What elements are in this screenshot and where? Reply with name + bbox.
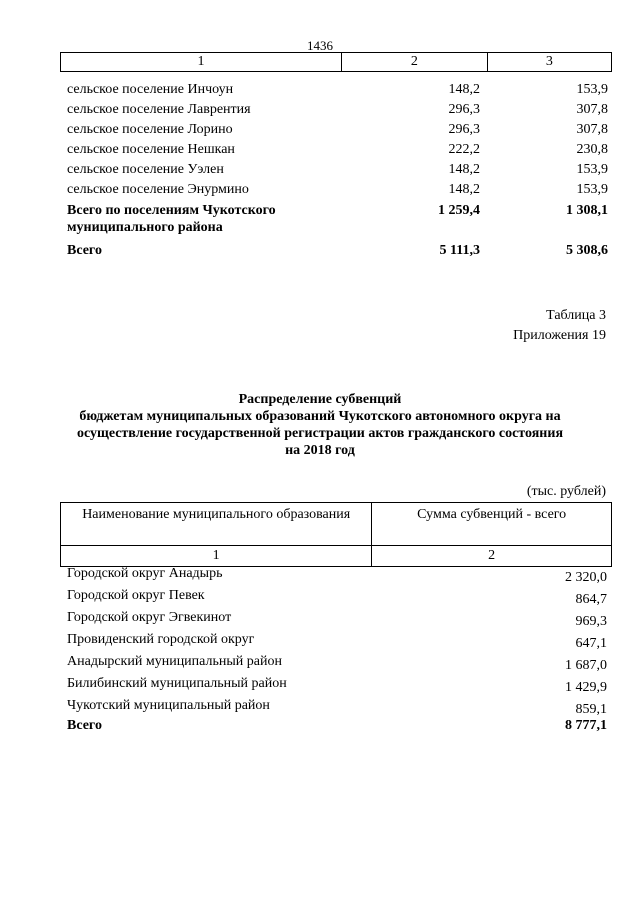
table-label [513,306,606,346]
item-name: Анадырский муниципальный район [67,654,282,669]
row-value-2: 296,3 [448,102,480,117]
subtotal-value-3: 1 308,1 [566,203,608,218]
num-col2: 2 [372,546,612,567]
table-row [0,82,640,102]
total-value-2: 8 777,1 [565,718,607,733]
top-table-header [60,52,612,72]
document-title [0,391,640,459]
header-col1: Наименование муниципального образования [61,503,372,546]
total-value-3: 5 308,6 [566,243,608,258]
item-value: 864,7 [575,592,607,607]
header-col2: Сумма субвенций - всего [372,503,612,546]
subtotal-value-2: 1 259,4 [438,203,480,218]
page-number: 1436 [307,38,333,53]
item-value: 647,1 [575,636,607,651]
table-row [0,122,640,142]
table-label-line2: Приложения 19 [513,328,606,343]
item-value: 1 687,0 [565,658,607,673]
table-label-line1: Таблица 3 [546,308,606,323]
row-name: сельское поселение Инчоун [67,82,234,97]
col-header-2: 2 [341,53,487,72]
units-label: (тыс. рублей) [526,484,606,499]
item-value: 1 429,9 [565,680,607,695]
item-value: 2 320,0 [565,570,607,585]
col-header-1: 1 [61,53,342,72]
list-item [0,698,640,718]
list-item [0,654,640,674]
row-value-2: 148,2 [448,162,480,177]
row-name: сельское поселение Лаврентия [67,102,251,117]
row-value-3: 153,9 [576,182,608,197]
list-item [0,588,640,608]
row-value-3: 307,8 [576,102,608,117]
total-name: Всего [67,243,102,258]
item-name: Чукотский муниципальный район [67,698,270,713]
col-header-3: 3 [487,53,611,72]
row-name: сельское поселение Энурмино [67,182,249,197]
item-name: Городской округ Эгвекинот [67,610,232,625]
table-row [0,182,640,202]
title-line1: Распределение субвенций [238,392,402,407]
row-value-3: 230,8 [576,142,608,157]
row-name: сельское поселение Уэлен [67,162,224,177]
item-name: Городской округ Анадырь [67,566,223,581]
list-item [0,610,640,630]
item-value: 859,1 [575,702,607,717]
title-line4: на 2018 год [285,443,355,458]
item-name: Городской округ Певек [67,588,205,603]
subtotal-row-line2 [0,220,640,240]
total-value-2: 5 111,3 [439,243,480,258]
total-row-2 [0,718,640,738]
total-row [0,243,640,263]
row-value-2: 148,2 [448,82,480,97]
row-name: сельское поселение Лорино [67,122,233,137]
item-name: Билибинский муниципальный район [67,676,287,691]
subtotal-name-line1: Всего по поселениям Чукотского [67,203,276,218]
row-value-3: 153,9 [576,82,608,97]
row-value-2: 148,2 [448,182,480,197]
second-table-header [60,502,612,567]
table-row [0,142,640,162]
subtotal-name-line2: муниципального района [67,220,223,235]
num-col1: 1 [61,546,372,567]
list-item [0,566,640,586]
title-line2: бюджетам муниципальных образований Чукотского автономного округа на [79,409,561,424]
row-value-3: 153,9 [576,162,608,177]
row-value-3: 307,8 [576,122,608,137]
total-name-2: Всего [67,718,102,733]
table-row [0,102,640,122]
row-name: сельское поселение Нешкан [67,142,235,157]
title-line3: осуществление государственной регистрации актов гражданского состояния [76,426,564,441]
item-value: 969,3 [575,614,607,629]
item-name: Провиденский городской округ [67,632,255,647]
list-item [0,632,640,652]
row-value-2: 222,2 [448,142,480,157]
row-value-2: 296,3 [448,122,480,137]
table-row [0,162,640,182]
list-item [0,676,640,696]
